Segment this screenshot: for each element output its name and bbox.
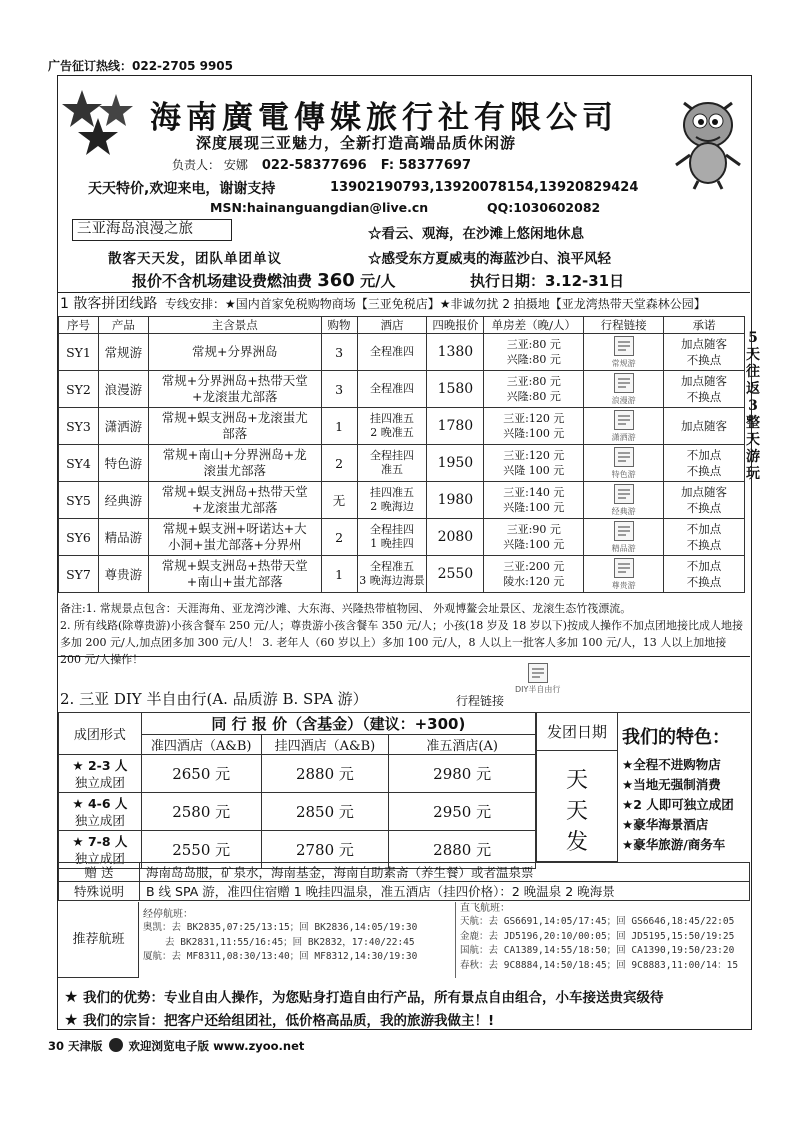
document-icon <box>614 336 634 356</box>
footer-url[interactable]: www.zyoo.net <box>213 1039 305 1053</box>
price-cell: 2980 元 <box>389 755 536 793</box>
group-size <box>59 793 142 831</box>
side-char: 游 <box>746 449 760 465</box>
feature-item: ★2 人即可独立成团 <box>622 797 734 812</box>
doc-label: 经典游 <box>611 507 636 516</box>
group-type: 独立成团 <box>74 774 125 790</box>
table-row <box>59 556 745 593</box>
special-label: 特殊说明 <box>59 882 140 901</box>
cell-id: SY2 <box>59 371 99 408</box>
cell-id: SY1 <box>59 334 99 371</box>
cell-spots: 常规+分界洲岛 <box>148 334 321 371</box>
cell-room: 三亚:140 元 兴隆:100 元 <box>484 482 584 519</box>
side-char: 整 <box>746 415 760 431</box>
promo-tag: 三亚海岛浪漫之旅 <box>72 219 232 241</box>
document-icon <box>528 663 548 683</box>
group-size <box>59 755 142 793</box>
cell-promise: 加点随客 不换点 <box>664 482 745 519</box>
flights-box <box>138 902 750 978</box>
document-icon <box>614 410 634 430</box>
cell-shop: 2 <box>321 445 357 482</box>
footer-page: 30 天津版 <box>48 1039 103 1053</box>
price-row <box>59 755 536 793</box>
flight-line: 奥凯：去 BK2835,07:25/13:15；回 BK2836,14:05/19:30 <box>143 922 418 933</box>
feature-item: ★豪华旅游/商务车 <box>622 837 726 852</box>
exec-date: 执行日期：3.12-31日 <box>470 272 625 290</box>
flight-line: 厦航：去 MF8311,08:30/13:40；回 MF8312,14:30/19:30 <box>143 951 418 962</box>
diy-doc-label: DIY半自由行 <box>515 685 561 694</box>
flight-line: 去 BK2831,11:55/16:45；回 BK2832，17:40/22:45 <box>165 936 415 948</box>
cell-name: 潇洒游 <box>98 408 148 445</box>
document-icon <box>614 484 634 504</box>
price-cell: 2550 元 <box>141 831 261 869</box>
group-type: 独立成团 <box>74 812 125 828</box>
cell-spots: 常规+分界洲岛+热带天堂 +龙滚蚩尤部落 <box>148 371 321 408</box>
document-icon <box>614 373 634 393</box>
cell-promise: 加点随客 不换点 <box>664 334 745 371</box>
cell-room: 三亚:120 元 兴隆 100 元 <box>484 445 584 482</box>
price-cell: 2780 元 <box>261 831 389 869</box>
cell-doc[interactable] <box>584 519 664 556</box>
group-count: ★ 4-6 人 <box>72 795 128 811</box>
cell-spots: 常规+蜈支洲+呀诺达+大 小洞+蚩尤部落+分界州 <box>148 519 321 556</box>
ad-hotline: 广告征订热线：022-2705 9905 <box>48 59 234 73</box>
side-char: 往 <box>746 364 760 380</box>
cell-hotel: 挂四准五 2 晚海边 <box>357 482 427 519</box>
cell-id: SY3 <box>59 408 99 445</box>
col-header: 主含景点 <box>148 317 321 334</box>
cell-name: 经典游 <box>98 482 148 519</box>
flights-label: 推荐航班 <box>58 902 139 978</box>
advantage-text: 我们的优势：专业自由人操作，为您贴身打造自由行产品，所有景点自由组合，小车接送贵宾级待 <box>83 990 664 1006</box>
col-header: 购物 <box>321 317 357 334</box>
extras-table <box>58 862 750 901</box>
cell-room: 三亚:80 元 兴隆:80 元 <box>484 334 584 371</box>
section2-title: 2. 三亚 DIY 半自由行(A. 品质游 B. SPA 游） <box>60 690 368 708</box>
tel: 022-58377696 <box>261 158 367 173</box>
table-row <box>59 408 745 445</box>
footer-welcome: 欢迎浏览电子版 <box>128 1039 210 1053</box>
cell-name: 浪漫游 <box>98 371 148 408</box>
departure-char: 天 <box>565 799 588 824</box>
cell-doc[interactable] <box>584 408 664 445</box>
doc-label: 潇洒游 <box>611 433 636 442</box>
promo-feature-2: 散客天天发，团队单团单议 <box>108 251 282 267</box>
feature-item: ★豪华海景酒店 <box>622 817 709 832</box>
price-note-unit: 元/人 <box>360 272 396 290</box>
cell-hotel: 挂四准五 2 晚准五 <box>357 408 427 445</box>
cell-name: 特色游 <box>98 445 148 482</box>
side-char: 玩 <box>746 466 760 482</box>
doc-label: 尊贵游 <box>611 581 636 590</box>
doc-label: 常规游 <box>611 359 636 368</box>
col-header: 酒店 <box>357 317 427 334</box>
cell-doc[interactable] <box>584 482 664 519</box>
tour-table-header <box>59 317 745 334</box>
zyoo-logo-icon <box>109 1038 123 1052</box>
cell-shop: 3 <box>321 334 357 371</box>
price-cell: 2580 元 <box>141 793 261 831</box>
group-type: 独立成团 <box>74 850 125 866</box>
advantage-line <box>64 986 664 1009</box>
col-header: 行程链接 <box>584 317 664 334</box>
document-icon <box>614 447 634 467</box>
phone-numbers: 13902190793,13920078154,13920829424 <box>330 180 639 195</box>
cell-room: 三亚:80 元 兴隆:80 元 <box>484 371 584 408</box>
doc-label: 浪漫游 <box>611 396 636 405</box>
features-title: 我们的特色： <box>622 727 730 748</box>
direct-title: 直飞航班： <box>460 903 510 914</box>
cell-id: SY5 <box>59 482 99 519</box>
cell-price: 1980 <box>427 482 484 519</box>
feature-item: ★当地无强制消费 <box>622 777 721 792</box>
promo-feature-3: ☆感受东方夏威夷的海蓝沙白、浪平风轻 <box>368 251 611 267</box>
special-value: B 线 SPA 游，准四住宿赠 1 晚挂四温泉，准五酒店（挂四价格）：2 晚温泉 2 晚海景 <box>140 882 750 901</box>
group-count: ★ 7-8 人 <box>72 833 128 849</box>
cell-hotel: 全程准四 <box>357 334 427 371</box>
cell-price: 2080 <box>427 519 484 556</box>
star-icon: ★ <box>64 1010 79 1029</box>
price-cell: 2850 元 <box>261 793 389 831</box>
flight-line: 天航：去 GS6691,14:05/17:45；回 GS6646,18:45/22:05 <box>460 916 735 927</box>
dragon-mascot-icon <box>668 95 748 190</box>
document-icon <box>614 558 634 578</box>
cell-promise: 不加点 不换点 <box>664 556 745 593</box>
price-row <box>59 793 536 831</box>
cell-hotel: 全程准四 <box>357 371 427 408</box>
star-logo-icon <box>60 88 138 158</box>
price-header-text: 同 行 报 价（含基金）（建议： <box>211 715 415 733</box>
promo-feature-1: ☆看云、观海，在沙滩上悠闲地休息 <box>368 226 584 242</box>
advantages <box>64 986 664 1032</box>
cell-price: 1950 <box>427 445 484 482</box>
section-divider <box>58 656 750 657</box>
cell-shop: 1 <box>321 556 357 593</box>
tour-table <box>58 316 745 593</box>
qq-contact: QQ:1030602082 <box>487 200 601 215</box>
msn-contact: MSN:hainanguangdian@live.cn <box>210 200 429 215</box>
slogan: 深度展现三亚魅力，全新打造高端品质休闲游 <box>196 134 517 152</box>
cell-room: 三亚:90 元 兴隆:100 元 <box>484 519 584 556</box>
group-header: 成团形式 <box>59 713 142 755</box>
departure-char: 发 <box>565 830 588 855</box>
departure-header: 发团日期 <box>537 713 617 751</box>
company-name: 海南廣電傳媒旅行社有限公司 <box>150 100 618 136</box>
notes: 备注:1. 常规景点包含：天涯海角、亚龙湾沙滩、大东海、兴隆热带植物园、 外观博鳌会址景区、龙滚生态竹筏漂流。 2. 所有线路(除尊贵游)小孩含餐车 250 元/人；尊贵游小孩含餐车 350 元/人；小孩(18 岁及 18 岁以下)按成人操作不加点团地接比成人地接多加 200 元/人,加点团多加 300 元/人！ 3. 老年人（60 岁以上）多加 100 元/人，8 人以上一批客人多加 100 元/人，13 人以上加地接 200 元/人操作！ <box>60 602 744 666</box>
col-header: 单房差（晚/人） <box>484 317 584 334</box>
col-header: 承诺 <box>664 317 745 334</box>
features-box <box>618 712 750 862</box>
cell-hotel: 全程挂四 1 晚挂四 <box>357 519 427 556</box>
cell-hotel: 全程准五 3 晚海边海景 <box>357 556 427 593</box>
cell-doc[interactable] <box>584 334 664 371</box>
cell-shop: 无 <box>321 482 357 519</box>
gift-label: 赠 送 <box>59 863 140 882</box>
table-row <box>59 371 745 408</box>
itinerary-link[interactable]: 行程链接 <box>456 694 505 708</box>
cell-spots: 常规+南山+分界洲岛+龙 滚蚩尤部落 <box>148 445 321 482</box>
price-cell: 2880 元 <box>389 831 536 869</box>
price-note <box>132 270 396 291</box>
side-char: 5 <box>748 330 758 346</box>
contact-line <box>172 156 471 173</box>
cell-promise: 加点随客 <box>664 408 745 445</box>
cell-spots: 常规+蜈支洲岛+热带天堂 +南山+蚩尤部落 <box>148 556 321 593</box>
table-row <box>59 482 745 519</box>
cell-price: 1580 <box>427 371 484 408</box>
departure-char: 天 <box>565 768 588 793</box>
cell-shop: 3 <box>321 371 357 408</box>
cell-shop: 1 <box>321 408 357 445</box>
cell-doc[interactable] <box>584 556 664 593</box>
cell-shop: 2 <box>321 519 357 556</box>
cell-hotel: 全程挂四 准五 <box>357 445 427 482</box>
footer <box>48 1038 304 1054</box>
cell-room: 三亚:200 元 陵水:120 元 <box>484 556 584 593</box>
cell-promise: 不加点 不换点 <box>664 519 745 556</box>
cell-id: SY4 <box>59 445 99 482</box>
diy-price-table <box>58 712 536 869</box>
cell-price: 1780 <box>427 408 484 445</box>
cell-name: 常规游 <box>98 334 148 371</box>
flight-line: 金鹿：去 JD5196,20:10/00:05；回 JD5195,15:50/19:25 <box>460 930 735 942</box>
side-note <box>745 330 761 483</box>
cell-promise: 不加点 不换点 <box>664 445 745 482</box>
table-row <box>59 519 745 556</box>
document-icon <box>614 521 634 541</box>
group-count: ★ 2-3 人 <box>72 757 128 773</box>
side-char: 3 <box>748 398 758 414</box>
cell-name: 尊贵游 <box>98 556 148 593</box>
price-cell: 2950 元 <box>389 793 536 831</box>
diy-doc-link[interactable] <box>515 663 560 694</box>
side-char: 天 <box>746 347 760 363</box>
cell-room: 三亚:120 元 兴隆:100 元 <box>484 408 584 445</box>
section1-desc: 专线安排：★国内首家免税购物商场【三亚免税店】★非诚勿扰 2 拍摄地【亚龙湾热带天堂森林公园】 <box>165 297 706 311</box>
feature-item: ★全程不进购物店 <box>622 757 721 772</box>
cell-id: SY6 <box>59 519 99 556</box>
departure-box <box>536 712 618 862</box>
hotel-header: 准四酒店（A&B) <box>141 735 261 755</box>
cell-name: 精品游 <box>98 519 148 556</box>
flight-line: 春秋：去 9C8884,14:50/18:45；回 9C8883,11:00/14：15 <box>460 959 739 971</box>
transfer-title: 经停航班： <box>143 909 193 920</box>
price-cell: 2880 元 <box>261 755 389 793</box>
cell-price: 1380 <box>427 334 484 371</box>
price-header: 同 行 报 价（含基金）（建议：+300) <box>141 713 535 735</box>
table-row <box>59 445 745 482</box>
cell-promise: 加点随客 不换点 <box>664 371 745 408</box>
manager: 负责人： 安娜 <box>172 158 248 172</box>
purpose-line <box>64 1009 664 1032</box>
section1-title: 1 散客拼团线路 <box>60 296 158 312</box>
side-char: 返 <box>746 381 760 397</box>
gift-value: 海南岛岛服，矿泉水，海南基金，海南自助素斋（养生餐）或者温泉票 <box>140 863 750 882</box>
purpose-text: 我们的宗旨：把客户还给组团社，低价格高品质，我的旅游我做主！! <box>83 1013 495 1029</box>
cell-doc[interactable] <box>584 371 664 408</box>
doc-label: 精品游 <box>611 544 636 553</box>
cell-id: SY7 <box>59 556 99 593</box>
daily-special: 天天特价,欢迎来电，谢谢支持 <box>88 181 276 197</box>
hotel-header: 挂四酒店（A&B) <box>261 735 389 755</box>
fax: F: 58377697 <box>380 158 471 173</box>
col-header: 序号 <box>59 317 99 334</box>
side-char: 天 <box>746 432 760 448</box>
section1-header <box>58 292 750 316</box>
cell-doc[interactable] <box>584 445 664 482</box>
col-header: 产品 <box>98 317 148 334</box>
price-header-add: +300 <box>414 715 459 733</box>
cell-spots: 常规+蜈支洲岛+热带天堂 +龙滚蚩尤部落 <box>148 482 321 519</box>
star-icon: ★ <box>64 987 79 1006</box>
price-cell: 2650 元 <box>141 755 261 793</box>
flight-line: 国航：去 CA1389,14:55/18:50；回 CA1390,19:50/23:20 <box>460 945 735 956</box>
price-note-amount: 360 <box>317 270 355 291</box>
col-header: 四晚报价 <box>427 317 484 334</box>
table-row <box>59 334 745 371</box>
cell-spots: 常规+蜈支洲岛+龙滚蚩尤 部落 <box>148 408 321 445</box>
cell-price: 2550 <box>427 556 484 593</box>
price-note-text: 报价不含机场建设费燃油费 <box>132 272 313 290</box>
doc-label: 特色游 <box>611 470 636 479</box>
hotel-header: 准五酒店(A) <box>389 735 536 755</box>
